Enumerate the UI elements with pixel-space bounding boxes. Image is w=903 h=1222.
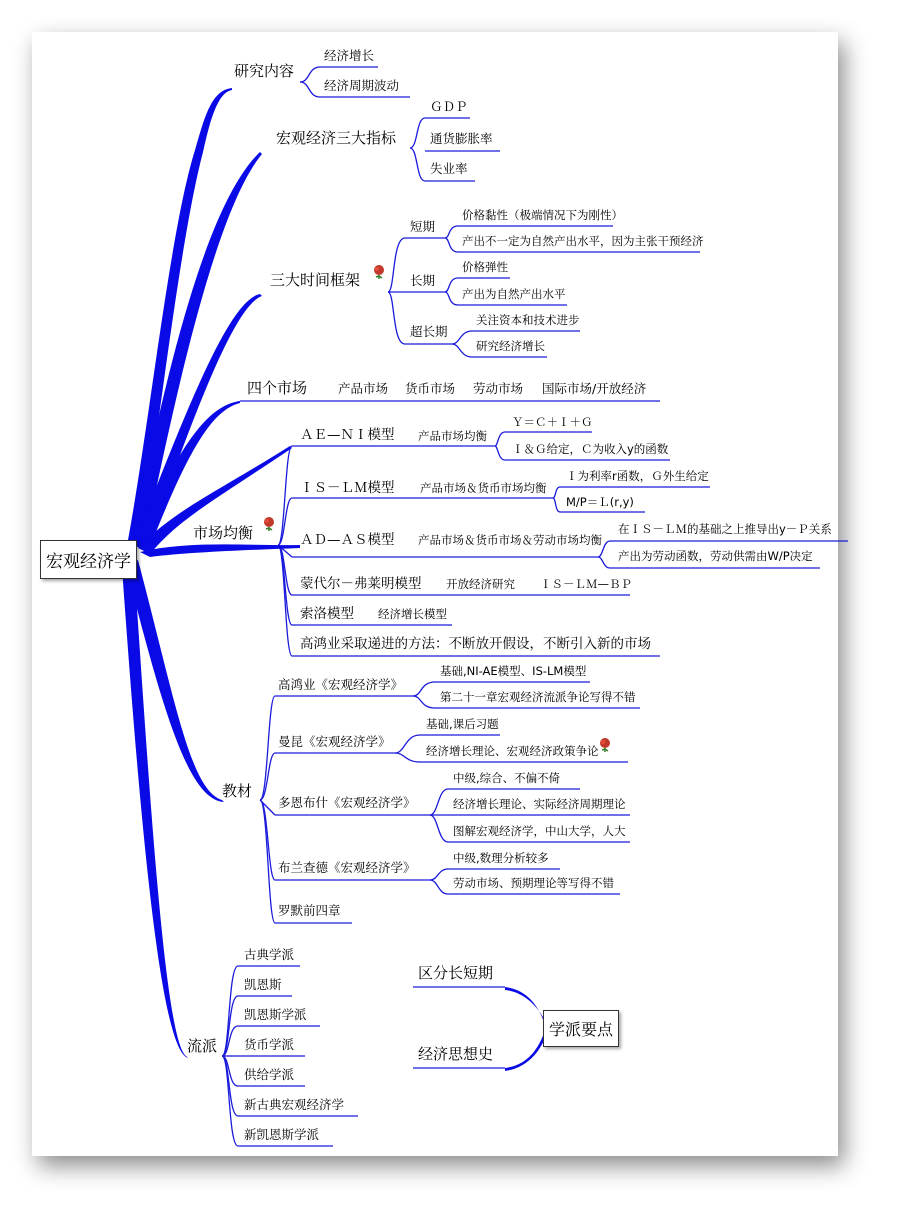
textbook-item[interactable]: 中级,综合、不偏不倚 xyxy=(453,771,561,785)
method-note[interactable]: 高鸿业采取递进的方法：不断放开假设，不断引入新的市场 xyxy=(300,636,651,652)
school-item[interactable]: 古典学派 xyxy=(244,947,295,962)
textbook-item[interactable]: 劳动市场、预期理论等写得不错 xyxy=(453,876,614,890)
school-item[interactable]: 供给学派 xyxy=(244,1067,295,1082)
textbook-item[interactable]: 基础,NI-AE模型、IS-LM模型 xyxy=(440,664,587,678)
long-item[interactable]: 价格弹性 xyxy=(462,260,508,274)
textbook-romer[interactable]: 罗默前四章 xyxy=(278,903,341,918)
branch-research[interactable]: 研究内容 xyxy=(234,62,295,80)
model-item[interactable]: 在ＩＳ－ＬＭ的基础之上推导出y－Ｐ关系 xyxy=(618,522,832,536)
model-item[interactable]: Ｉ＆Ｇ给定，Ｃ为收入y的函数 xyxy=(512,442,669,456)
school-item[interactable]: 货币学派 xyxy=(244,1037,295,1052)
model-sub[interactable]: 产品市场＆货币市场均衡 xyxy=(420,481,547,495)
branch-textbooks[interactable]: 教材 xyxy=(222,782,253,800)
floating-root-node[interactable]: 学派要点 xyxy=(543,1010,619,1047)
textbook-mankiw[interactable]: 曼昆《宏观经济学》 xyxy=(278,734,391,749)
school-item[interactable]: 新古典宏观经济学 xyxy=(244,1097,345,1112)
indicator-item[interactable]: 通货膨胀率 xyxy=(430,131,493,146)
floating-item[interactable]: 经济思想史 xyxy=(418,1045,494,1063)
flower-icon xyxy=(597,737,613,753)
model-item[interactable]: M/P＝Ｌ(r,y) xyxy=(566,495,634,509)
model-is-lm[interactable]: ＩＳ－ＬＭ模型 xyxy=(300,480,395,496)
flower-icon xyxy=(371,264,387,280)
model-solow[interactable]: 索洛模型 xyxy=(300,606,354,622)
textbook-blanchard[interactable]: 布兰查德《宏观经济学》 xyxy=(278,860,416,875)
market-item[interactable]: 国际市场/开放经济 xyxy=(542,381,647,396)
research-item[interactable]: 经济周期波动 xyxy=(324,78,400,93)
branch-equilibrium[interactable]: 市场均衡 xyxy=(193,524,254,542)
flower-icon xyxy=(261,516,277,532)
model-sub[interactable]: 产品市场＆货币市场＆劳动市场均衡 xyxy=(418,533,602,547)
textbook-item[interactable]: 图解宏观经济学，中山大学，人大 xyxy=(453,824,626,838)
textbook-item[interactable]: 经济增长理论、实际经济周期理论 xyxy=(453,797,626,811)
school-item[interactable]: 凯恩斯学派 xyxy=(244,1007,307,1022)
indicator-item[interactable]: 失业率 xyxy=(430,161,468,176)
model-sub[interactable]: 产品市场均衡 xyxy=(418,429,487,443)
school-item[interactable]: 新凯恩斯学派 xyxy=(244,1127,320,1142)
textbook-item[interactable]: 基础,课后习题 xyxy=(426,717,499,731)
model-item[interactable]: Ｙ＝Ｃ＋Ｉ＋Ｇ xyxy=(512,415,593,429)
model-item[interactable]: Ｉ为利率r函数，Ｇ外生给定 xyxy=(566,469,709,483)
market-item[interactable]: 劳动市场 xyxy=(473,381,524,396)
short-item[interactable]: 价格黏性（极端情况下为刚性） xyxy=(462,208,623,222)
long-item[interactable]: 产出为自然产出水平 xyxy=(462,287,566,301)
ultra-item[interactable]: 关注资本和技术进步 xyxy=(476,313,580,327)
indicator-item[interactable]: ＧＤＰ xyxy=(430,99,468,114)
model-ad-as[interactable]: ＡＤ—ＡＳ模型 xyxy=(300,532,395,548)
branch-indicators[interactable]: 宏观经济三大指标 xyxy=(276,129,397,147)
short-item[interactable]: 产出不一定为自然产出水平，因为主张干预经济 xyxy=(462,234,704,248)
branch-markets[interactable]: 四个市场 xyxy=(247,379,308,397)
branch-timeframes[interactable]: 三大时间框架 xyxy=(270,271,361,289)
model-sub[interactable]: ＩＳ－ＬＭ—ＢＰ xyxy=(540,577,632,591)
market-item[interactable]: 产品市场 xyxy=(338,381,389,396)
model-ae-ni[interactable]: ＡＥ—ＮＩ模型 xyxy=(300,427,395,443)
ultra-item[interactable]: 研究经济增长 xyxy=(476,339,545,353)
timeframe-long[interactable]: 长期 xyxy=(410,273,436,288)
textbook-item[interactable]: 中级,数理分析较多 xyxy=(453,851,549,865)
model-sub[interactable]: 经济增长模型 xyxy=(378,607,447,621)
research-item[interactable]: 经济增长 xyxy=(324,48,375,63)
textbook-dornbusch[interactable]: 多恩布什《宏观经济学》 xyxy=(278,795,416,810)
model-item[interactable]: 产出为劳动函数，劳动供需由W/P决定 xyxy=(618,549,813,563)
root-node[interactable]: 宏观经济学 xyxy=(40,540,137,579)
textbook-item[interactable]: 经济增长理论、宏观经济政策争论 xyxy=(426,744,599,758)
branch-schools[interactable]: 流派 xyxy=(187,1037,218,1055)
floating-item[interactable]: 区分长短期 xyxy=(418,964,494,982)
textbook-item[interactable]: 第二十一章宏观经济流派争论写得不错 xyxy=(440,690,636,704)
model-mundell-fleming[interactable]: 蒙代尔－弗莱明模型 xyxy=(300,576,422,592)
model-sub[interactable]: 开放经济研究 xyxy=(446,577,515,591)
market-item[interactable]: 货币市场 xyxy=(405,381,456,396)
school-item[interactable]: 凯恩斯 xyxy=(244,977,282,992)
timeframe-short[interactable]: 短期 xyxy=(410,219,436,234)
textbook-gao[interactable]: 高鸿业《宏观经济学》 xyxy=(278,677,404,692)
timeframe-ultra[interactable]: 超长期 xyxy=(410,324,448,339)
